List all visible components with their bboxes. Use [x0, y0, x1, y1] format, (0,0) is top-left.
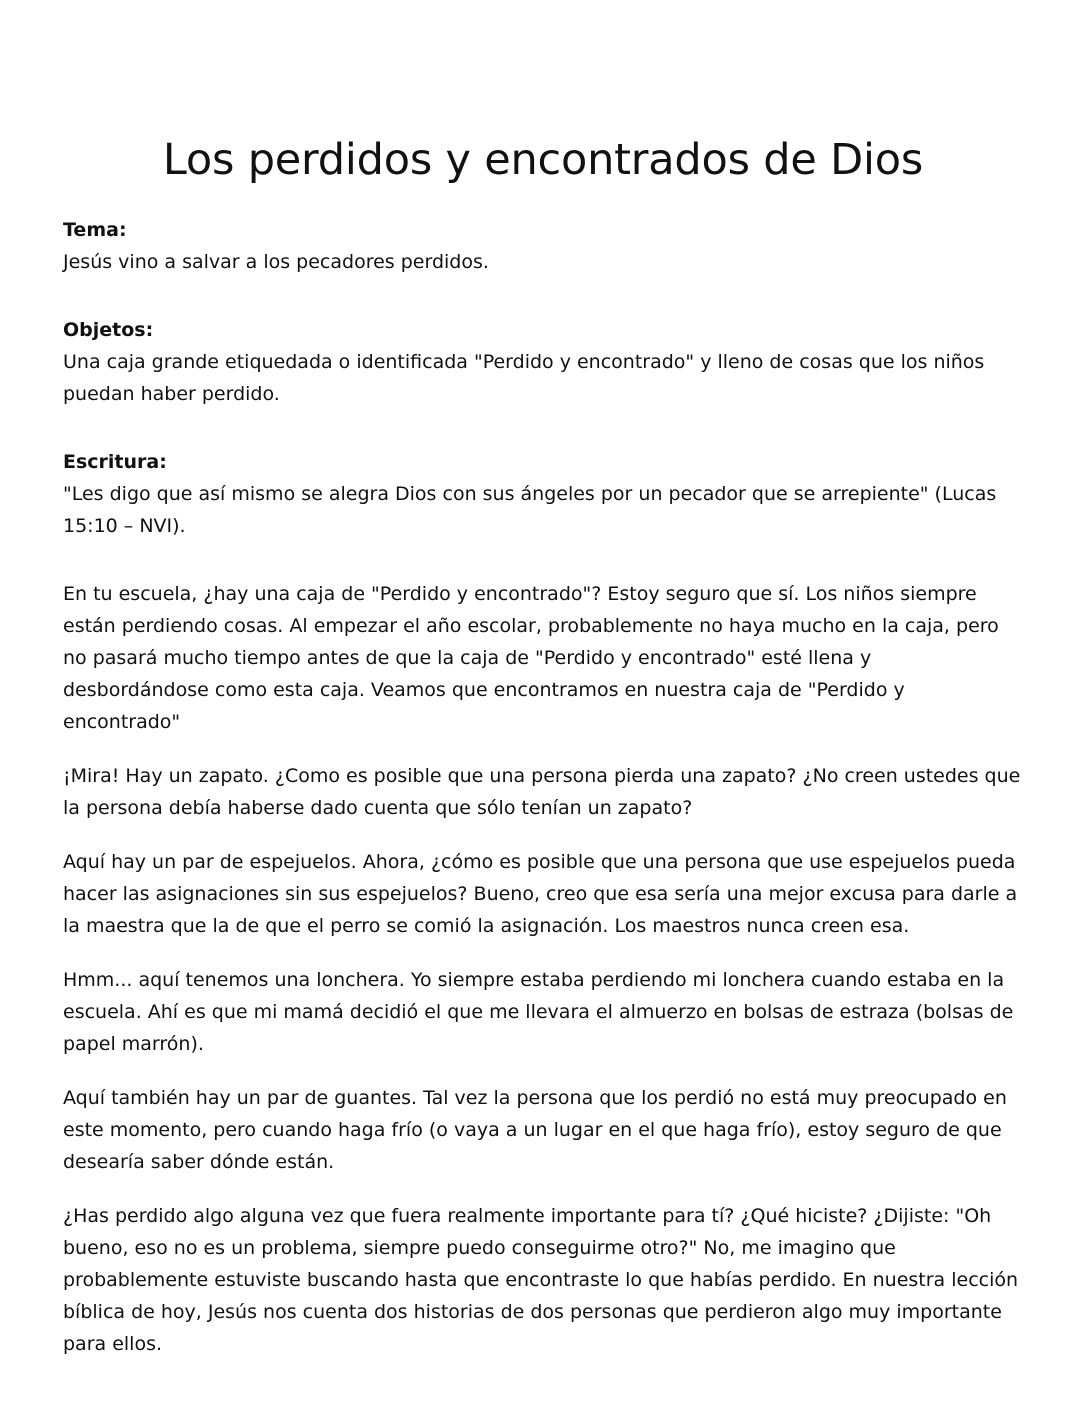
body-paragraph: Aquí también hay un par de guantes. Tal vez la persona que los perdió no está muy preocupado en este momento, pero cuando haga frío (o vaya a un lugar en el que haga frío), estoy seguro de que desearía saber dónde están. [63, 1087, 1007, 1173]
section-text: "Les digo que así mismo se alegra Dios con sus ángeles por un pecador que se arrepiente" (Lucas 15:10 – NVI). [63, 483, 997, 537]
section-objetos [63, 314, 1023, 410]
section-label: Objetos: [63, 319, 154, 341]
section-text: Una caja grande etiquedada o identificada "Perdido y encontrado" y lleno de cosas que los niños puedan haber perdido. [63, 351, 985, 405]
document-body [63, 214, 1023, 1382]
body-paragraph: Aquí hay un par de espejuelos. Ahora, ¿cómo es posible que una persona que use espejuelos pueda hacer las asignaciones sin sus espejuelos? Bueno, creo que esa sería una mejor excusa para darle a la maestra que la de que el perro se comió la asignación. Los maestros nunca creen esa. [63, 851, 1018, 937]
body-paragraph: ¿Has perdido algo alguna vez que fuera realmente importante para tí? ¿Qué hiciste? ¿Dijiste: "Oh bueno, eso no es un problema, siempre puedo conseguirme otro?" No, me imagino que probablemente estuviste buscando hasta que encontraste lo que habías perdido. En nuestra lección bíblica de hoy, Jesús nos cuenta dos historias de dos personas que perdieron algo muy importante para ellos. [63, 1205, 1019, 1355]
section-tema [63, 214, 1023, 278]
body-paragraph: En tu escuela, ¿hay una caja de "Perdido y encontrado"? Estoy seguro que sí. Los niños siempre están perdiendo cosas. Al empezar el año escolar, probablemente no haya mucho en la caja, pero no pasará mucho tiempo antes de que la caja de "Perdido y encontrado" esté llena y desbordándose como esta caja. Veamos que encontramos en nuestra caja de "Perdido y encontrado" [63, 583, 999, 733]
section-label: Tema: [63, 219, 127, 241]
document-title: Los perdidos y encontrados de Dios [162, 135, 924, 185]
body-paragraph: ¡Mira! Hay un zapato. ¿Como es posible que una persona pierda una zapato? ¿No creen ustedes que la persona debía haberse dado cuenta que sólo tenían un zapato? [63, 765, 1021, 819]
section-label: Escritura: [63, 451, 167, 473]
section-text: Jesús vino a salvar a los pecadores perdidos. [63, 251, 489, 273]
section-escritura [63, 446, 1023, 542]
body-paragraph: Hmm... aquí tenemos una lonchera. Yo siempre estaba perdiendo mi lonchera cuando estaba en la escuela. Ahí es que mi mamá decidió el que me llevara el almuerzo en bolsas de estraza (bolsas de papel marrón). [63, 969, 1014, 1055]
